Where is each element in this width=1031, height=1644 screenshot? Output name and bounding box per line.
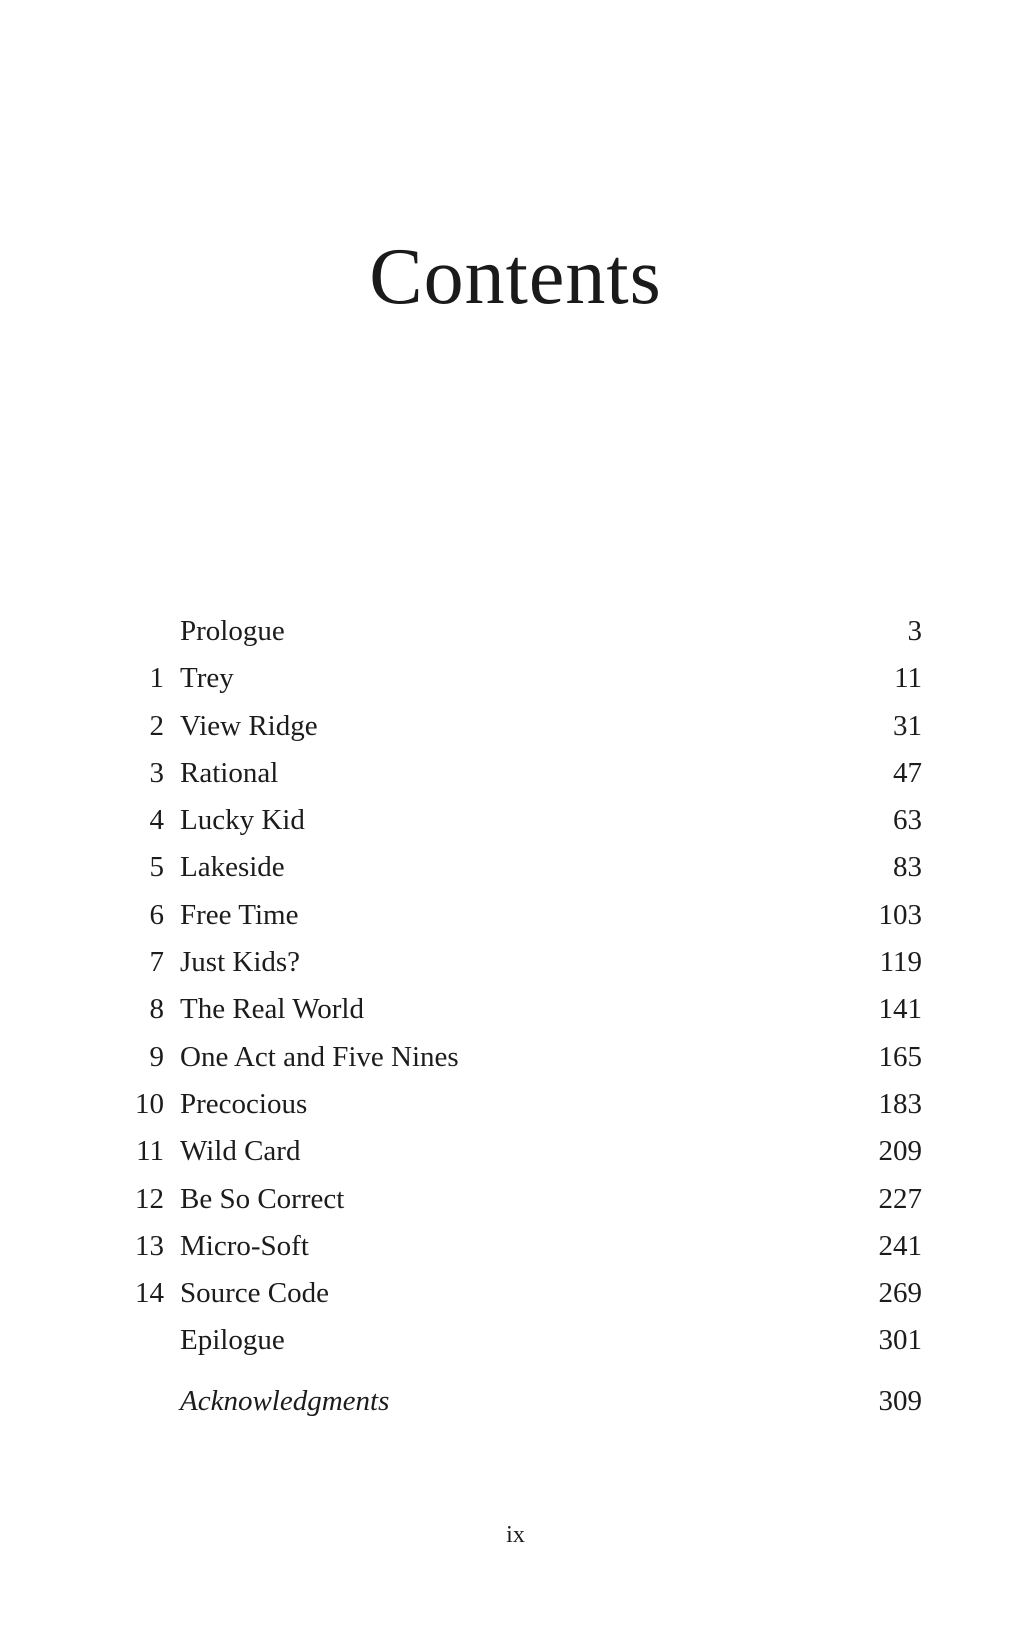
page-number: 103 <box>878 898 922 931</box>
toc-entry <box>128 750 922 797</box>
chapter-number: 13 <box>135 1229 164 1262</box>
page-number: 47 <box>893 756 922 789</box>
page-folio: ix <box>506 1522 525 1548</box>
toc-entry <box>128 797 922 844</box>
chapter-title: Free Time <box>180 898 299 931</box>
toc-entry <box>128 939 922 986</box>
toc-entry <box>128 1270 922 1317</box>
acknowledgments-title: Acknowledgments <box>180 1384 390 1417</box>
chapter-title: Lucky Kid <box>180 804 305 837</box>
toc-entry <box>128 844 922 891</box>
toc-entry <box>128 1128 922 1175</box>
toc-entry <box>128 986 922 1033</box>
table-of-contents <box>128 608 922 1425</box>
toc-entry <box>128 1317 922 1364</box>
chapter-title: Lakeside <box>180 851 285 884</box>
chapter-title: Wild Card <box>180 1135 301 1168</box>
page-number: 227 <box>878 1182 922 1215</box>
chapter-number: 14 <box>135 1277 164 1310</box>
page-number: 11 <box>894 662 922 695</box>
chapter-title: Be So Correct <box>180 1182 345 1215</box>
toc-entry <box>128 703 922 750</box>
chapter-title: Precocious <box>180 1087 308 1120</box>
toc-entry <box>128 1223 922 1270</box>
page-number: 241 <box>878 1229 922 1262</box>
chapter-number: 2 <box>149 709 164 742</box>
chapter-title: Epilogue <box>180 1324 285 1357</box>
page-number: 83 <box>893 851 922 884</box>
chapter-number: 4 <box>149 804 164 837</box>
chapter-title: View Ridge <box>180 709 318 742</box>
chapter-number: 6 <box>149 898 164 931</box>
chapter-number: 9 <box>149 1040 164 1073</box>
toc-entry <box>128 655 922 702</box>
chapter-title: Prologue <box>180 615 285 647</box>
chapter-number: 5 <box>149 851 164 884</box>
toc-entry <box>128 892 922 939</box>
chapter-title: Source Code <box>180 1277 329 1310</box>
page-number: 309 <box>878 1384 922 1417</box>
chapter-title: Just Kids? <box>180 946 301 979</box>
page-number: 269 <box>878 1277 922 1310</box>
toc-entry <box>128 1176 922 1223</box>
chapter-title: Rational <box>180 756 279 789</box>
chapter-number: 3 <box>149 756 164 789</box>
toc-entry <box>128 608 922 655</box>
chapter-number: 10 <box>135 1087 164 1120</box>
page-number: 3 <box>907 615 922 647</box>
chapter-title: Micro-Soft <box>180 1229 309 1262</box>
chapter-number: 12 <box>135 1182 164 1215</box>
chapter-number: 8 <box>149 993 164 1026</box>
page-number: 301 <box>878 1324 922 1357</box>
chapter-number: 7 <box>149 946 164 979</box>
chapter-number: 1 <box>149 662 164 695</box>
toc-entry <box>128 1081 922 1128</box>
toc-entry <box>128 1034 922 1081</box>
page-number: 119 <box>879 946 922 979</box>
page-number: 31 <box>893 709 922 742</box>
page-number: 165 <box>878 1040 922 1073</box>
page-title: Contents <box>369 233 662 321</box>
page-number: 183 <box>878 1087 922 1120</box>
page-number: 63 <box>893 804 922 837</box>
chapter-title: The Real World <box>180 993 364 1026</box>
page-number: 141 <box>878 993 922 1026</box>
chapter-number: 11 <box>136 1135 164 1168</box>
chapter-title: Trey <box>180 662 234 695</box>
toc-entry-acknowledgments <box>128 1378 922 1425</box>
chapter-title: One Act and Five Nines <box>180 1040 459 1073</box>
page-number: 209 <box>878 1135 922 1168</box>
